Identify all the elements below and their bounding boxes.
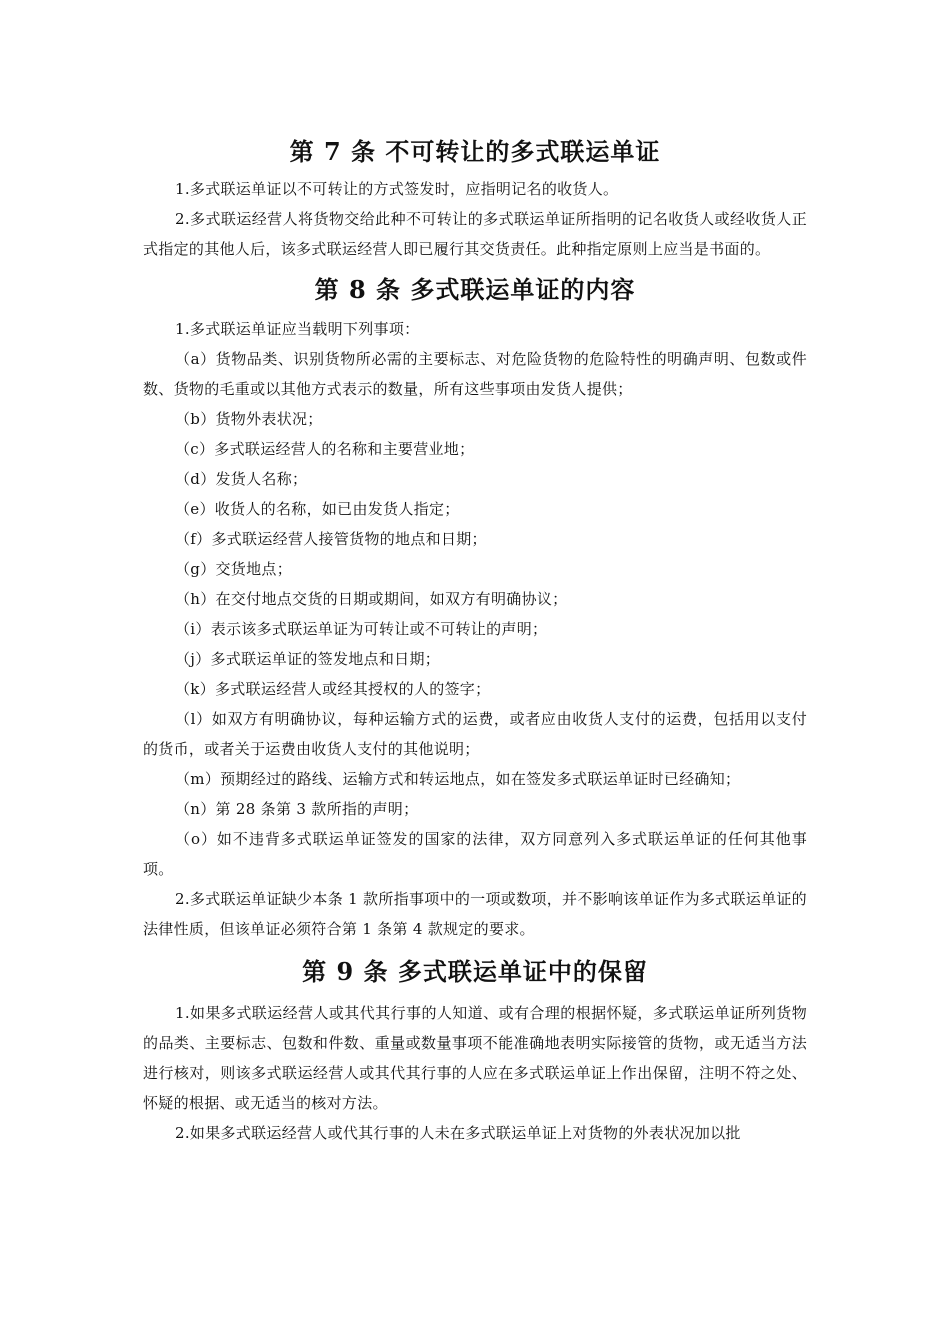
article-8-item-i: （i）表示该多式联运单证为可转让或不可转让的声明；: [175, 620, 548, 638]
article-8-item-e: （e）收货人的名称，如已由发货人指定；: [175, 500, 460, 518]
article-8-item-b: （b）货物外表状况；: [175, 410, 323, 428]
article-9-heading: 第 9 条 多式联运单证中的保留: [302, 957, 648, 986]
article-8-section: [143, 270, 807, 944]
article-8-item-n: （n）第 28 条第 3 款所指的声明；: [175, 800, 419, 818]
document-page: [143, 132, 807, 1148]
article-8-paragraph: 1.多式联运单证应当载明下列事项：: [175, 320, 420, 338]
article-8-item-j: （j）多式联运单证的签发地点和日期；: [175, 650, 441, 668]
article-8-item-h: （h）在交付地点交货的日期或期间，如双方有明确协议；: [175, 590, 568, 608]
article-9-paragraph: 1.如果多式联运经营人或其代其行事的人知道、或有合理的根据怀疑，多式联运单证所列货物的品类、主要标志、包数和件数、重量或数量事项不能准确地表明实际接管的货物，或无适当方法进行核对，则该多式联运经营人或其代其行事的人应在多式联运单证上作出保留，注明不符之处、怀疑的根据、或无适当的核对方法。: [143, 1004, 807, 1112]
article-8-paragraph: 2.多式联运单证缺少本条 1 款所指事项中的一项或数项，并不影响该单证作为多式联运单证的法律性质，但该单证必须符合第 1 条第 4 款规定的要求。: [143, 890, 807, 938]
article-7-heading: 第 7 条 不可转让的多式联运单证: [289, 137, 661, 166]
article-9-section: [143, 952, 807, 1148]
article-7-paragraph: 2.多式联运经营人将货物交给此种不可转让的多式联运单证所指明的记名收货人或经收货人正式指定的其他人后，该多式联运经营人即已履行其交货责任。此种指定原则上应当是书面的。: [143, 210, 807, 258]
article-7-paragraph: 1.多式联运单证以不可转让的方式签发时，应指明记名的收货人。: [175, 180, 619, 198]
article-8-item-o: （o）如不违背多式联运单证签发的国家的法律，双方同意列入多式联运单证的任何其他事项。: [143, 830, 807, 878]
article-9-paragraph: 2.如果多式联运经营人或代其行事的人未在多式联运单证上对货物的外表状况加以批: [175, 1124, 741, 1142]
article-8-item-l: （l）如双方有明确协议，每种运输方式的运费，或者应由收货人支付的运费，包括用以支付的货币，或者关于运费由收货人支付的其他说明；: [143, 710, 807, 758]
article-8-item-k: （k）多式联运经营人或经其授权的人的签字；: [175, 680, 491, 698]
article-8-item-a: （a）货物品类、识别货物所必需的主要标志、对危险货物的危险特性的明确声明、包数或件数、货物的毛重或以其他方式表示的数量，所有这些事项由发货人提供；: [143, 350, 807, 398]
article-8-item-m: （m）预期经过的路线、运输方式和转运地点，如在签发多式联运单证时已经确知；: [175, 770, 741, 788]
article-8-item-g: （g）交货地点；: [175, 560, 293, 578]
article-8-heading: 第 8 条 多式联运单证的内容: [314, 275, 636, 304]
article-8-item-f: （f）多式联运经营人接管货物的地点和日期；: [175, 530, 487, 548]
article-8-item-c: （c）多式联运经营人的名称和主要营业地；: [175, 440, 475, 458]
article-7-section: [143, 132, 807, 264]
article-8-item-d: （d）发货人名称；: [175, 470, 308, 488]
